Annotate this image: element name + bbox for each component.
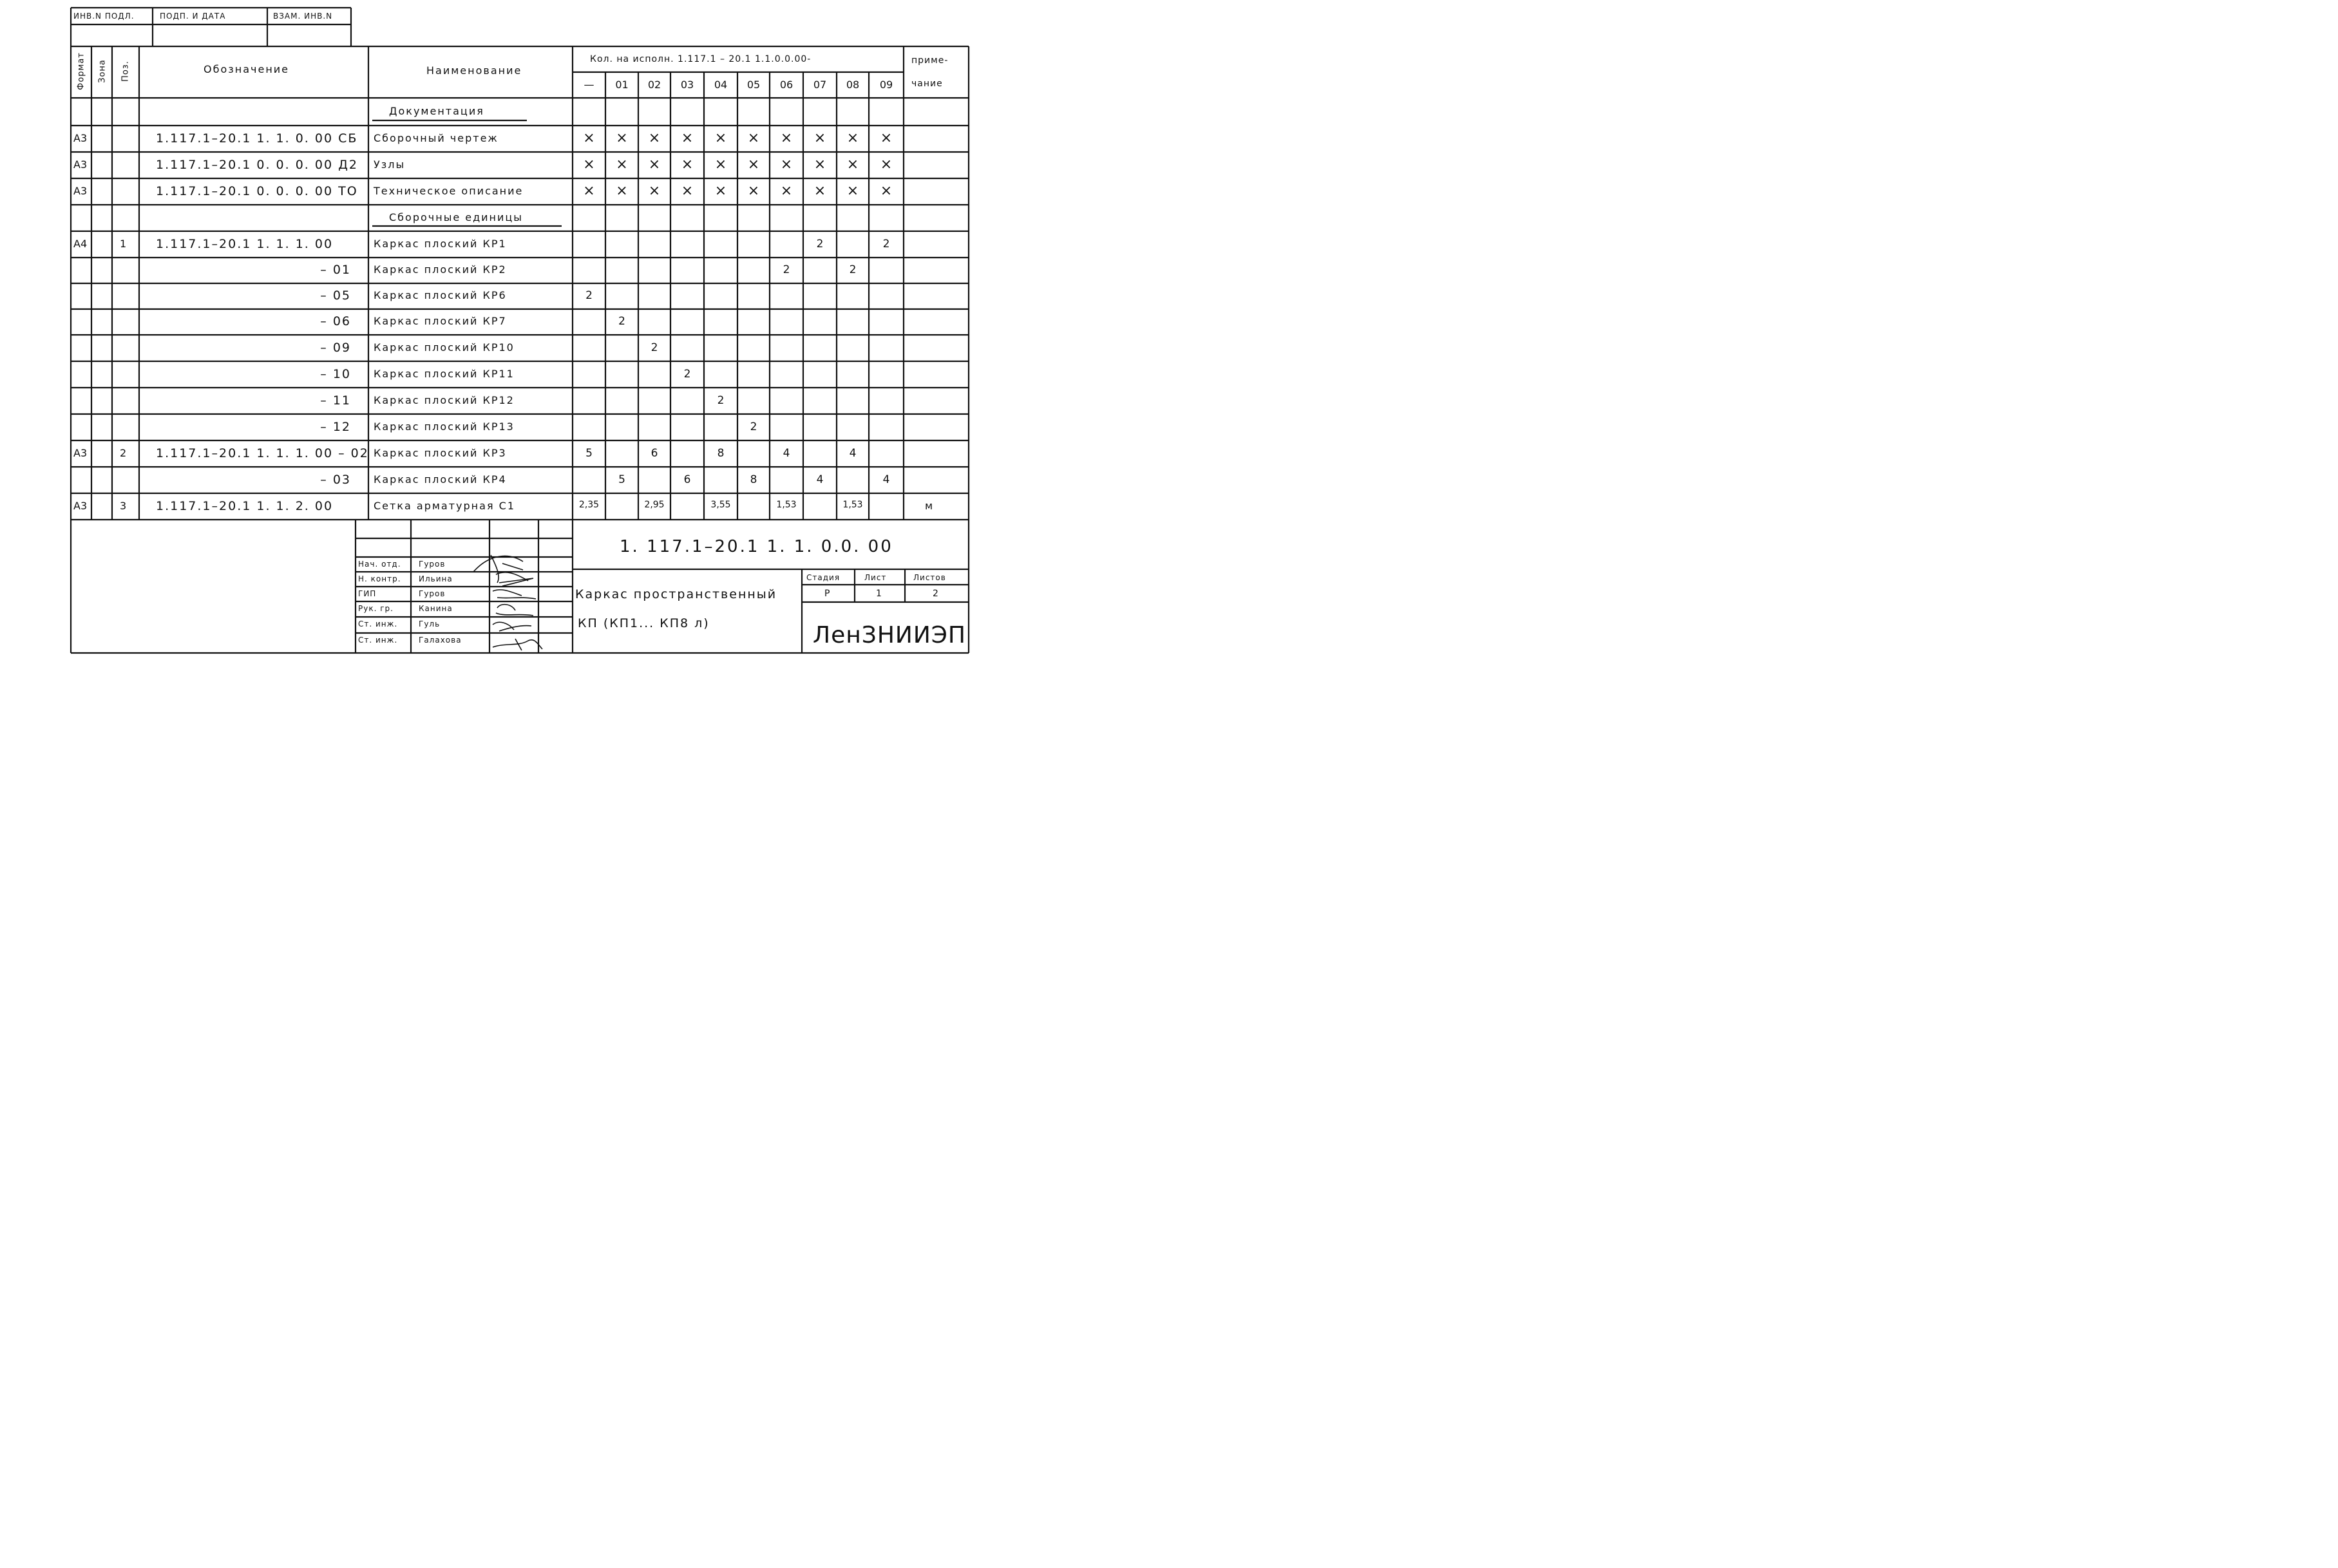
- signer-name: Галахова: [419, 636, 462, 645]
- row-name: Сетка арматурная С1: [374, 499, 515, 512]
- cross-mark: ×: [681, 182, 694, 199]
- stadia-value: Р: [824, 589, 831, 599]
- row-quantity: 4: [849, 446, 857, 460]
- header-naimenovanie: Наименование: [426, 64, 522, 77]
- row-name: Сборочный чертеж: [374, 131, 499, 144]
- signer-name: Канина: [419, 604, 453, 613]
- cross-mark: ×: [846, 129, 859, 146]
- cross-mark: ×: [846, 156, 859, 173]
- row-quantity: 2: [882, 237, 890, 250]
- row-name: Каркас плоский КР12: [374, 393, 515, 406]
- header-oboznachenie: Обозначение: [204, 63, 290, 75]
- section-heading: Сборочные единицы: [389, 211, 523, 223]
- variant-col-2: 02: [647, 79, 661, 91]
- signer-role: ГИП: [358, 589, 377, 598]
- row-quantity: 6: [683, 473, 691, 486]
- title-line-1: Каркас пространственный: [575, 587, 777, 601]
- signer-name: Гуль: [419, 619, 441, 628]
- header-zona: Зона: [97, 59, 108, 83]
- header-kol: Кол. на исполн. 1.117.1 – 20.1 1.1.0.0.00-: [590, 54, 812, 64]
- row-quantity: 2: [717, 393, 725, 407]
- row-quantity: 5: [585, 446, 593, 460]
- row-name: Узлы: [374, 158, 406, 171]
- row-quantity: 2: [849, 263, 857, 276]
- row-format: А3: [73, 158, 88, 171]
- cross-mark: ×: [747, 156, 760, 173]
- row-designation: 1.117.1–20.1 1. 1. 0. 00 СБ: [156, 131, 358, 146]
- cross-mark: ×: [747, 129, 760, 146]
- row-designation: 1.117.1–20.1 0. 0. 0. 00 Д2: [156, 157, 359, 172]
- organization-name: ЛенЗНИИЭП: [813, 622, 966, 648]
- cross-mark: ×: [648, 182, 661, 199]
- variant-col-6: 06: [779, 79, 794, 91]
- cross-mark: ×: [780, 182, 793, 199]
- row-designation: 1.117.1–20.1 1. 1. 2. 00: [156, 498, 334, 513]
- listov-value: 2: [933, 589, 939, 599]
- cross-mark: ×: [880, 156, 893, 173]
- cross-mark: ×: [681, 156, 694, 173]
- stamp-inv-podl: ИНВ.N ПОДЛ.: [73, 12, 135, 21]
- cross-mark: ×: [583, 156, 595, 173]
- variant-col-0: —: [584, 79, 594, 91]
- row-quantity: 2: [651, 341, 658, 354]
- row-designation: – 05: [320, 288, 351, 303]
- row-quantity: 3,55: [710, 499, 731, 510]
- row-designation: – 09: [320, 340, 351, 355]
- header-prim-1: приме-: [911, 55, 949, 66]
- cross-mark: ×: [681, 129, 694, 146]
- row-quantity: 8: [717, 446, 725, 460]
- variant-col-5: 05: [746, 79, 761, 91]
- row-quantity: 2: [750, 420, 757, 433]
- signer-role: Н. контр.: [358, 574, 401, 583]
- cross-mark: ×: [880, 129, 893, 146]
- signer-role: Нач. отд.: [358, 560, 401, 569]
- cross-mark: ×: [583, 129, 595, 146]
- row-name: Каркас плоский КР7: [374, 315, 507, 327]
- row-designation: 1.117.1–20.1 0. 0. 0. 00 ТО: [156, 184, 358, 198]
- variant-col-7: 07: [813, 79, 827, 91]
- variant-col-9: 09: [879, 79, 893, 91]
- section-heading: Документация: [389, 104, 484, 117]
- row-quantity: 2: [618, 315, 625, 328]
- list-label: Лист: [864, 573, 887, 582]
- row-format: А3: [73, 446, 88, 459]
- title-line-2: КП (КП1... КП8 л): [578, 616, 710, 630]
- row-format: А3: [73, 131, 88, 144]
- cross-mark: ×: [616, 156, 628, 173]
- row-designation: 1.117.1–20.1 1. 1. 1. 00: [156, 236, 334, 251]
- row-format: А3: [73, 499, 88, 512]
- row-note: м: [925, 499, 935, 512]
- variant-col-3: 03: [680, 79, 694, 91]
- cross-mark: ×: [880, 182, 893, 199]
- header-format: Формат: [76, 52, 86, 90]
- signer-name: Гуров: [419, 560, 446, 569]
- row-designation: – 12: [320, 419, 351, 434]
- row-designation: 1.117.1–20.1 1. 1. 1. 00 – 02: [156, 446, 369, 460]
- cross-mark: ×: [714, 129, 727, 146]
- cross-mark: ×: [813, 156, 826, 173]
- row-name: Каркас плоский КР10: [374, 341, 515, 354]
- row-quantity: 4: [882, 473, 890, 486]
- signer-role: Рук. гр.: [358, 604, 394, 613]
- row-name: Каркас плоский КР11: [374, 367, 515, 380]
- stadia-label: Стадия: [806, 573, 841, 582]
- row-quantity: 6: [651, 446, 658, 460]
- row-quantity: 2: [683, 367, 691, 381]
- row-quantity: 2,35: [578, 499, 600, 510]
- cross-mark: ×: [616, 129, 628, 146]
- row-designation: – 11: [320, 393, 351, 408]
- row-quantity: 5: [618, 473, 625, 486]
- row-position: 1: [120, 237, 128, 250]
- signatures: [473, 555, 542, 650]
- cross-mark: ×: [583, 182, 595, 199]
- row-designation: – 10: [320, 366, 351, 381]
- cross-mark: ×: [714, 156, 727, 173]
- row-name: Каркас плоский КР4: [374, 473, 507, 486]
- signer-role: Ст. инж.: [358, 619, 398, 628]
- row-name: Каркас плоский КР3: [374, 446, 507, 459]
- header-prim-2: чание: [911, 79, 943, 89]
- stamp-vzam-inv: ВЗАМ. ИНВ.N: [273, 12, 333, 21]
- row-designation: – 03: [320, 472, 351, 487]
- row-designation: – 01: [320, 263, 351, 277]
- row-quantity: 1,53: [842, 499, 863, 510]
- cross-mark: ×: [648, 156, 661, 173]
- row-format: А3: [73, 184, 88, 197]
- cross-mark: ×: [780, 156, 793, 173]
- row-name: Каркас плоский КР2: [374, 263, 507, 276]
- header-poz: Поз.: [120, 61, 131, 82]
- cross-mark: ×: [846, 182, 859, 199]
- cross-mark: ×: [714, 182, 727, 199]
- cross-mark: ×: [780, 129, 793, 146]
- signer-role: Ст. инж.: [358, 636, 398, 645]
- row-name: Каркас плоский КР1: [374, 237, 507, 250]
- row-name: Каркас плоский КР6: [374, 289, 507, 301]
- cross-mark: ×: [813, 182, 826, 199]
- row-position: 2: [120, 446, 128, 459]
- signer-name: Ильина: [419, 574, 453, 583]
- row-name: Техническое описание: [374, 184, 524, 197]
- signer-name: Гуров: [419, 589, 446, 598]
- row-quantity: 2: [783, 263, 790, 276]
- row-quantity: 2: [585, 289, 593, 302]
- list-value: 1: [876, 589, 882, 599]
- row-name: Каркас плоский КР13: [374, 420, 515, 433]
- cross-mark: ×: [747, 182, 760, 199]
- variant-col-8: 08: [846, 79, 860, 91]
- cross-mark: ×: [813, 129, 826, 146]
- doc-number: 1. 117.1–20.1 1. 1. 0.0. 00: [620, 537, 893, 556]
- row-format: А4: [73, 237, 88, 250]
- row-quantity: 2: [816, 237, 824, 250]
- cross-mark: ×: [648, 129, 661, 146]
- stamp-podp-data: ПОДП. И ДАТА: [160, 12, 226, 21]
- row-quantity: 2,95: [644, 499, 665, 510]
- drawing-grid: [0, 0, 1000, 670]
- row-quantity: 4: [816, 473, 824, 486]
- variant-col-4: 04: [714, 79, 728, 91]
- cross-mark: ×: [616, 182, 628, 199]
- listov-label: Листов: [913, 573, 946, 582]
- row-position: 3: [120, 499, 128, 512]
- row-quantity: 8: [750, 473, 757, 486]
- row-designation: – 06: [320, 314, 351, 328]
- row-quantity: 1,53: [776, 499, 797, 510]
- variant-col-1: 01: [615, 79, 629, 91]
- row-quantity: 4: [783, 446, 790, 460]
